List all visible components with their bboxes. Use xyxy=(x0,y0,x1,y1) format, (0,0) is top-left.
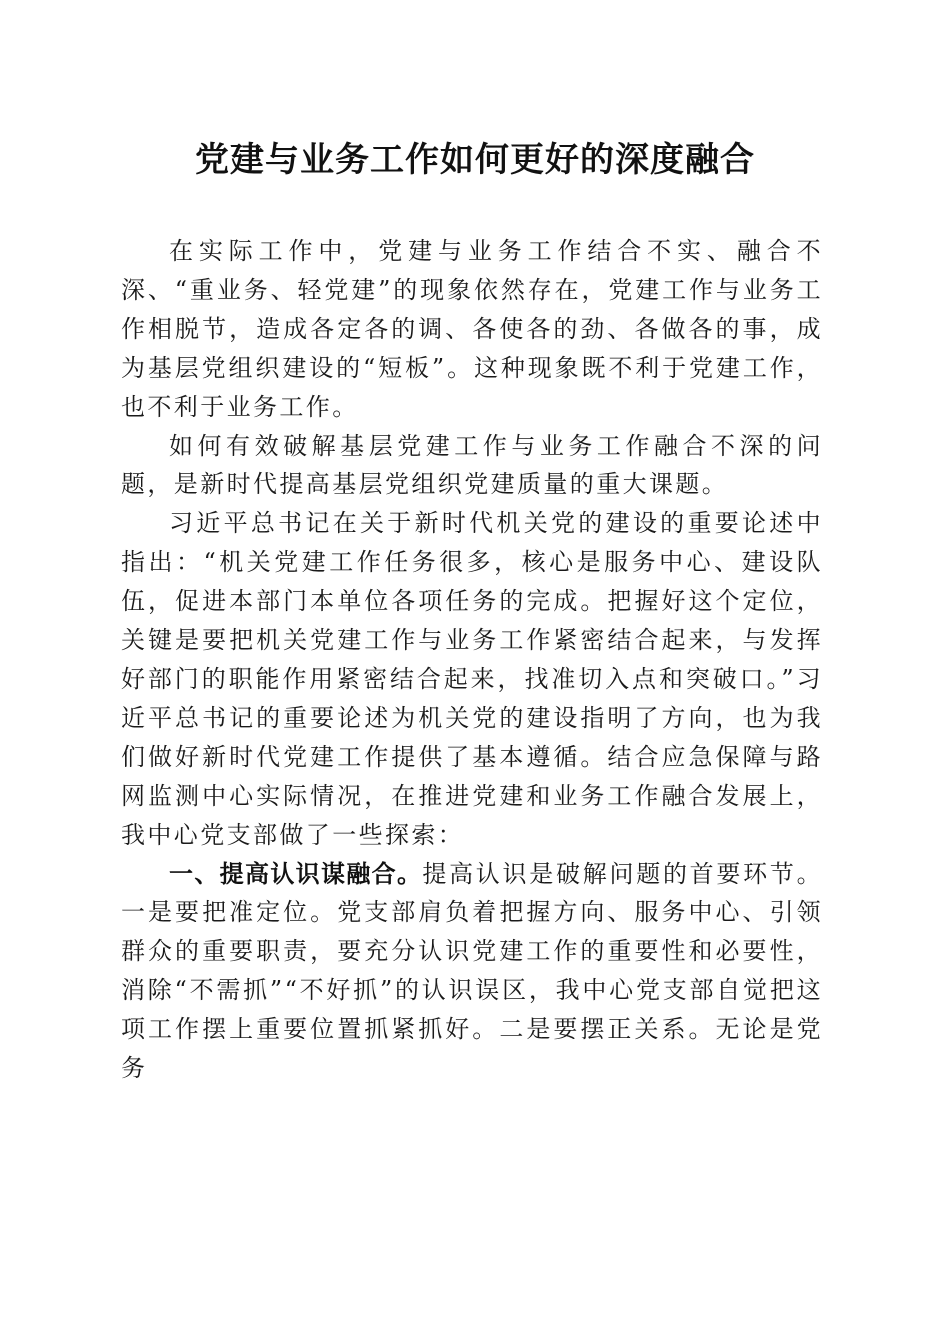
section-1-heading: 一、提高认识谋融合。 xyxy=(169,859,423,888)
section-1-text: 提高认识是破解问题的首要环节。一是要把准定位。党支部肩负着把握方向、服务中心、引领群众的重要职责，要充分认识党建工作的重要性和必要性，消除“不需抓”“不好抓”的认识误区，我中心党支部自觉把这项工作摆上重要位置抓紧抓好。二是要摆正关系。无论是党务 xyxy=(121,859,824,1083)
paragraph-1: 在实际工作中，党建与业务工作结合不实、融合不深、“重业务、轻党建”的现象依然存在，党建工作与业务工作相脱节，造成各定各的调、各使各的劲、各做各的事，成为基层党组织建设的“短板”。这种现象既不利于党建工作，也不利于业务工作。 xyxy=(121,237,823,421)
paragraph-2: 如何有效破解基层党建工作与业务工作融合不深的问题，是新时代提高基层党组织党建质量的重大课题。 xyxy=(121,431,823,499)
document-title: 党建与业务工作如何更好的深度融合 xyxy=(195,140,755,180)
paragraph-3: 习近平总书记在关于新时代机关党的建设的重要论述中指出：“机关党建工作任务很多，核心是服务中心、建设队伍，促进本部门本单位各项任务的完成。把握好这个定位，关键是要把机关党建工作与业务工作紧密结合起来，与发挥好部门的职能作用紧密结合起来，找准切入点和突破口。”习近平总书记的重要论述为机关党的建设指明了方向，也为我们做好新时代党建工作提供了基本遵循。结合应急保障与路网监测中心实际情况，在推进党建和业务工作融合发展上，我中心党支部做了一些探索： xyxy=(121,509,823,849)
document-body xyxy=(121,232,823,1088)
section-1-paragraph xyxy=(121,855,823,1088)
